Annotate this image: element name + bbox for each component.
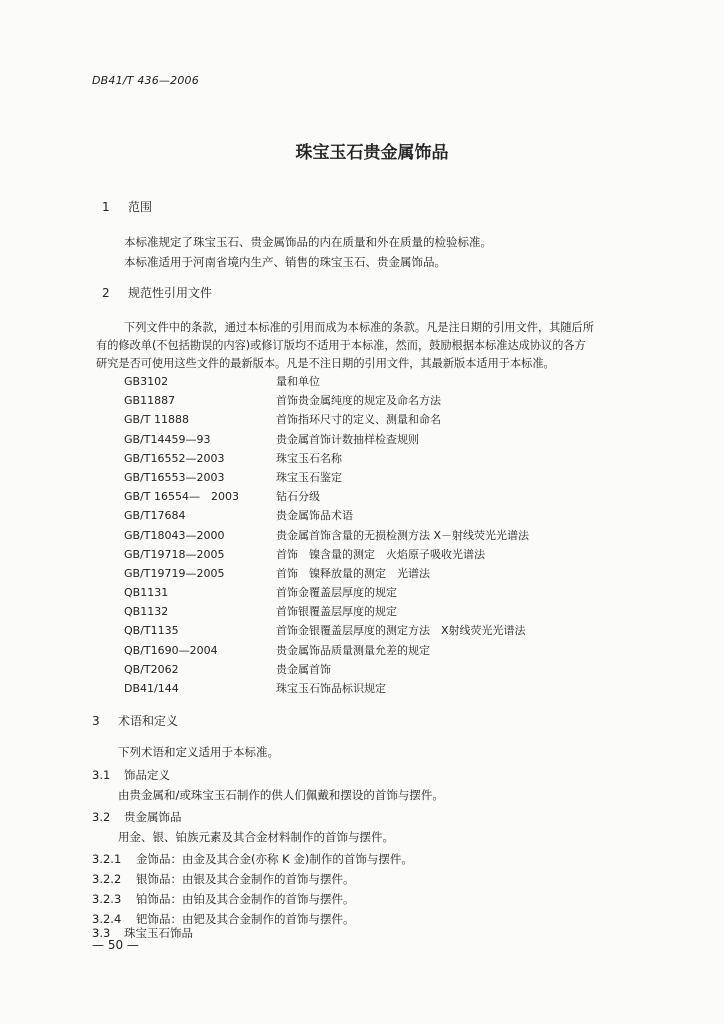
subsection-number: 3.2.1 xyxy=(92,852,122,866)
reference-name: 首饰指环尺寸的定义、测量和命名 xyxy=(276,413,441,427)
reference-name: 首饰金覆盖层厚度的规定 xyxy=(276,586,397,600)
section-3-intro: 下列术语和定义适用于本标准。 xyxy=(118,745,279,759)
reference-item xyxy=(124,602,604,621)
reference-name: 珠宝玉石名称 xyxy=(276,451,342,465)
reference-item xyxy=(124,545,604,564)
reference-name: 量和单位 xyxy=(276,375,320,388)
reference-name: 贵金属饰品质量测量允差的规定 xyxy=(276,643,430,657)
section-3-number: 3 xyxy=(92,714,100,728)
subsection-title: 珠宝玉石饰品 xyxy=(124,926,193,940)
reference-name: 首饰贵金属纯度的规定及命名方法 xyxy=(276,394,441,408)
document-title: 珠宝玉石贵金属饰品 xyxy=(295,143,449,163)
reference-name: 贵金属首饰 xyxy=(276,662,331,676)
reference-item xyxy=(124,564,604,583)
subsection-number: 3.2.2 xyxy=(92,872,122,886)
reference-item xyxy=(124,660,604,679)
section-1-paragraph-1: 本标准规定了珠宝玉石、贵金属饰品的内在质量和外在质量的检验标准。 xyxy=(124,235,492,249)
section-1-heading xyxy=(102,198,152,215)
subsection-title: 饰品定义 xyxy=(124,768,170,782)
reference-item xyxy=(124,526,604,545)
subsection-3-2-1 xyxy=(92,850,413,868)
subsection-3-2-2 xyxy=(92,870,355,888)
reference-name: 首饰银覆盖层厚度的规定 xyxy=(276,605,397,619)
reference-name: 首饰 镍释放量的测定 光谱法 xyxy=(276,566,430,580)
section-2-title: 规范性引用文件 xyxy=(128,286,213,300)
reference-code: GB/T19718—2005 xyxy=(124,547,225,561)
reference-item xyxy=(124,449,604,468)
reference-item xyxy=(124,641,604,660)
reference-code: GB/T18043—2000 xyxy=(124,528,225,542)
section-1-number: 1 xyxy=(102,200,110,214)
section-2-number: 2 xyxy=(102,286,110,300)
reference-name: 贵金属首饰计数抽样检查规则 xyxy=(276,432,419,446)
subsection-number: 3.3 xyxy=(92,926,111,940)
reference-item xyxy=(124,372,604,391)
reference-item xyxy=(124,468,604,487)
reference-name: 珠宝玉石鉴定 xyxy=(276,470,342,484)
subsection-number: 3.2.4 xyxy=(92,912,122,926)
subsection-3-1-heading xyxy=(92,766,170,784)
subsection-number: 3.2 xyxy=(92,810,111,824)
reference-code: GB/T16552—2003 xyxy=(124,451,225,465)
reference-code: GB/T19719—2005 xyxy=(124,566,225,580)
subsection-3-2-text: 用金、银、铂族元素及其合金材料制作的首饰与摆件。 xyxy=(118,830,394,844)
reference-item xyxy=(124,487,604,506)
page-number: — 50 — xyxy=(92,938,139,952)
reference-name: 首饰 镍含量的测定 火焰原子吸收光谱法 xyxy=(276,547,485,561)
reference-code: GB3102 xyxy=(124,375,169,388)
subsection-text: 钯饰品：由钯及其合金制作的首饰与摆件。 xyxy=(136,912,355,926)
reference-item xyxy=(124,583,604,602)
reference-list xyxy=(124,372,604,698)
subsection-3-1-text: 由贵金属和/或珠宝玉石制作的供人们佩戴和摆设的首饰与摆件。 xyxy=(118,788,444,802)
section-1-title: 范围 xyxy=(128,200,153,214)
section-2-intro-line-2: 有的修改单(不包括勘误的内容)或修订版均不适用于本标准，然而，鼓励根据本标准达成协议的各方 xyxy=(96,339,586,352)
reference-name: 珠宝玉石饰品标识规定 xyxy=(276,682,386,695)
reference-item xyxy=(124,391,604,410)
reference-item xyxy=(124,410,604,429)
reference-code: GB/T 11888 xyxy=(124,413,189,427)
reference-code: QB/T1690—2004 xyxy=(124,643,218,657)
section-1-paragraph-2: 本标准适用于河南省境内生产、销售的珠宝玉石、贵金属饰品。 xyxy=(124,255,446,269)
subsection-title: 贵金属饰品 xyxy=(124,810,182,824)
subsection-number: 3.2.3 xyxy=(92,892,122,906)
reference-code: QB1131 xyxy=(124,586,169,600)
reference-code: GB11887 xyxy=(124,394,176,408)
reference-name: 钻石分级 xyxy=(276,490,320,504)
section-2-intro-line-1: 下列文件中的条款，通过本标准的引用而成为本标准的条款。凡是注日期的引用文件，其随后所 xyxy=(124,321,594,334)
reference-item xyxy=(124,621,604,640)
reference-item xyxy=(124,430,604,449)
reference-item xyxy=(124,679,604,698)
subsection-3-2-3 xyxy=(92,890,355,908)
subsection-3-2-heading xyxy=(92,808,182,826)
standard-code: DB41/T 436—2006 xyxy=(92,74,199,87)
section-2-intro-line-3: 研究是否可使用这些文件的最新版本。凡是不注日期的引用文件，其最新版本适用于本标准。 xyxy=(96,357,555,370)
section-2-heading xyxy=(102,284,212,301)
reference-code: GB/T14459—93 xyxy=(124,432,211,446)
section-3-title: 术语和定义 xyxy=(118,714,179,728)
subsection-number: 3.1 xyxy=(92,768,111,782)
reference-code: QB/T2062 xyxy=(124,662,179,676)
reference-code: GB/T17684 xyxy=(124,509,186,523)
reference-code: QB/T1135 xyxy=(124,624,179,638)
reference-code: GB/T16553—2003 xyxy=(124,470,225,484)
reference-name: 贵金属饰品术语 xyxy=(276,509,353,523)
reference-code: QB1132 xyxy=(124,605,169,619)
reference-name: 贵金属首饰含量的无损检测方法 X－射线荧光光谱法 xyxy=(276,528,530,542)
subsection-text: 银饰品：由银及其合金制作的首饰与摆件。 xyxy=(136,872,355,886)
reference-code: DB41/144 xyxy=(124,682,179,695)
reference-item xyxy=(124,506,604,525)
section-3-heading xyxy=(92,712,178,729)
subsection-text: 金饰品：由金及其合金(亦称 K 金)制作的首饰与摆件。 xyxy=(136,852,413,866)
subsection-text: 铂饰品：由铂及其合金制作的首饰与摆件。 xyxy=(136,892,355,906)
reference-code: GB/T 16554— 2003 xyxy=(124,490,239,504)
reference-name: 首饰金银覆盖层厚度的测定方法 X射线荧光光谱法 xyxy=(276,624,526,638)
